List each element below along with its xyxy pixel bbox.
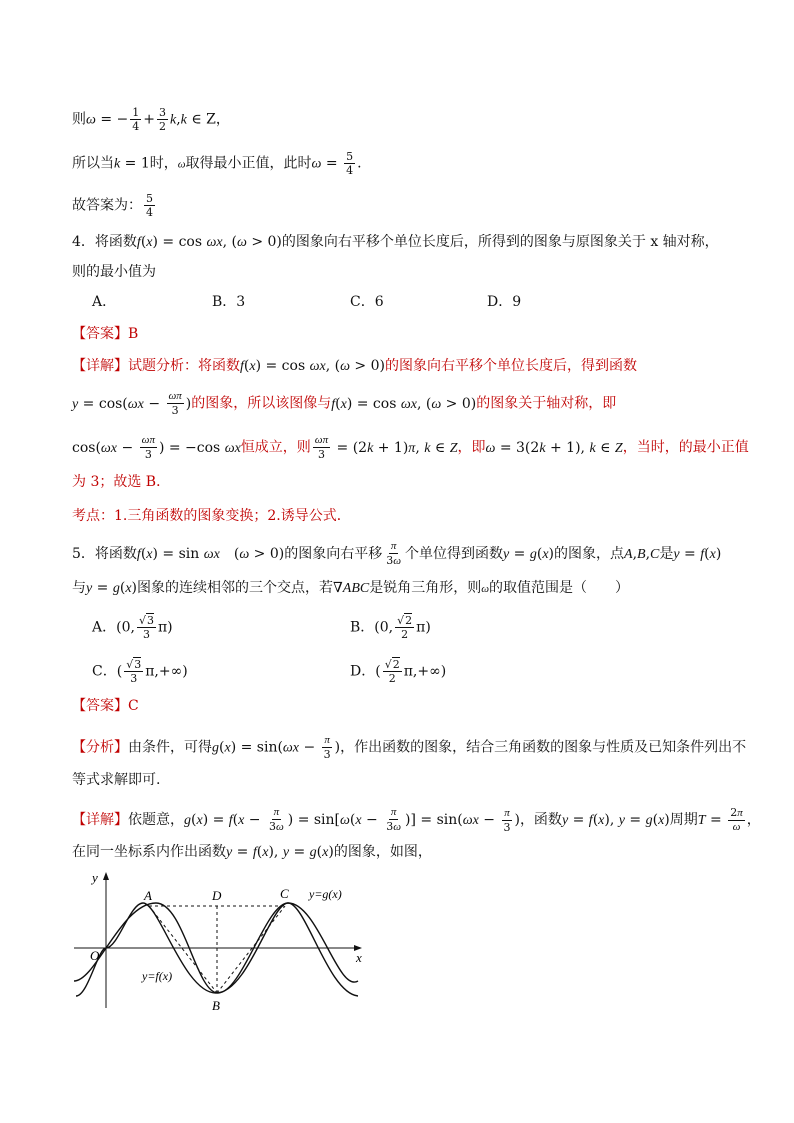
q4-option-c: C．6 [350,294,384,310]
q5-option-d: D．( $\frac{√2}{2}$ π,+∞) [350,658,447,685]
label-d: D [212,888,222,903]
label-a: A [144,888,152,903]
q4-kaodian: 考点：1.三角函数的图象变换；2.诱导公式． [72,508,351,524]
q4-option-a: A． [92,294,117,310]
y-axis-arrow [103,872,109,880]
q4-detail-line3: cos(ωx − $\frac{\omega\pi}{3}$ ) = −cos ωx恒成立，则 $\frac{\omega\pi}{3}$ = (2k + 1)π, k ∈ Z，即ω = 3(2k + 1), k ∈ Z，当时，的最小正值 [72,434,749,461]
q4-stem: 4．将函数f(x) = cos ωx, (ω > 0)的图象向右平移个单位长度后，所得到的图象与原图象关于 x 轴对称， [72,234,719,250]
label-g: y=g(x) [309,887,342,901]
prev-line-1: 则ω = − $\frac{1}{4}$ + $\frac{3}{2}$ k,k ∈ Z， [72,106,230,133]
q4-detail: 【详解】试题分析：将函数f(x) = cos ωx, (ω > 0)的图象向右平移个单位长度后，得到函数 [72,358,637,374]
q5-option-a: A．(0, $\frac{√3}{3}$ π) [92,614,173,641]
q4-option-d: D．9 [487,294,522,310]
q4-stem-line2: 则的最小值为 [72,264,156,280]
q4-detail-line4: 为 3；故选 B． [72,474,171,490]
q5-answer: 【答案】C [72,698,139,714]
label-o: O [90,948,100,963]
label-y: y [92,870,98,885]
q5-option-c: C．( $\frac{√3}{3}$ π,+∞) [92,658,188,685]
q4-answer: 【答案】B [72,326,139,342]
label-c: C [280,886,289,901]
q5-analysis-line2: 等式求解即可. [72,772,161,788]
q4-detail-line2: y = cos(ωx − $\frac{\omega\pi}{3}$ )的图象，所以该图像与f(x) = cos ωx, (ω > 0)的图象关于轴对称，即 [72,390,617,417]
q5-option-b: B．(0, $\frac{√2}{2}$ π) [350,614,431,641]
dashed-bc [217,906,285,993]
q5-stem: 5．将函数f(x) = sin ωx (ω > 0)的图象向右平移 $\frac{\pi}{3\omega}$ 个单位得到函数y = g(x)的图象，点A,B,C是y = f(x) [72,540,722,567]
label-f: y=f(x) [142,969,173,983]
label-b: B [212,998,220,1013]
label-x: x [356,950,362,965]
q4-option-b: B．3 [212,294,246,310]
q5-stem-line2: 与y = g(x)图象的连续相邻的三个交点，若∇ABC是锐角三角形，则ω的取值范围是（ ） [72,580,630,596]
prev-line-2: 所以当k = 1时，ω取得最小正值，此时ω = $\frac{5}{4}$ . [72,150,362,177]
q5-detail: 【详解】依题意，g(x) = f(x − $\frac{\pi}{3\omega}$ ) = sin[ω(x − $\frac{\pi}{3\omega}$ )] = sin(ωx − $\frac{\pi}{3}$ )，函数y = f(x), y = g(x)周期T = $\frac{2\pi}{\omega}$ ， [72,806,761,834]
prev-line-3: 故答案为： $\frac{5}{4}$ [72,192,153,219]
q5-detail-line2: 在同一坐标系内作出函数y = f(x), y = g(x)的图象，如图， [72,844,432,860]
q5-analysis: 【分析】由条件，可得g(x) = sin(ωx − $\frac{\pi}{3}$ )，作出函数的图象，结合三角函数的图象与性质及已知条件列出不 [72,734,747,761]
sine-graph-figure [66,868,376,1018]
